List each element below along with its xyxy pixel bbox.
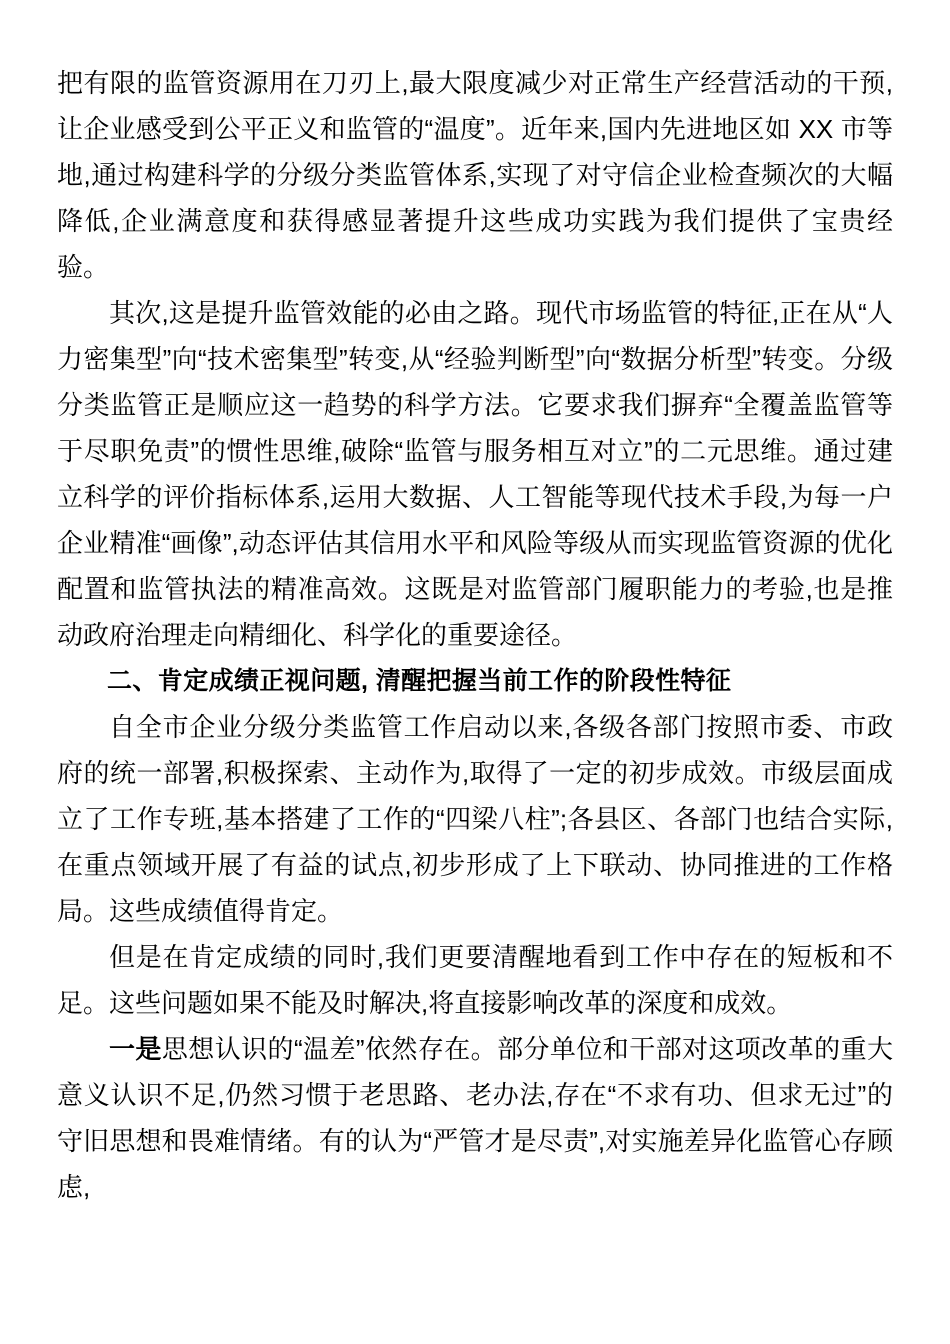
paragraph-second-reason: 其次,这是提升监管效能的必由之路。现代市场监管的特征,正在从“人力密集型”向“技术密集型”转变,从“经验判断型”向“数据分析型”转变。分级分类监管正是顺应这一趋势的科学方法。它要求我们摒弃“全覆盖监管等于尽职免责”的惯性思维,破除“监管与服务相互对立”的二元思维。通过建立科学的评价指标体系,运用大数据、人工智能等现代技术手段,为每一户企业精准“画像”,动态评估其信用水平和风险等级从而实现监管资源的优化配置和监管执法的精准高效。这既是对监管部门履职能力的考验,也是推动政府治理走向精细化、科学化的重要途径。 (57, 298, 893, 650)
paragraph-continued-from-previous-page: 把有限的监管资源用在刀刃上,最大限度减少对正常生产经营活动的干预,让企业感受到公平正义和监管的“温度”。近年来,国内先进地区如 XX 市等地,通过构建科学的分级分类监管体系,实现了对守信企业检查频次的大幅降低,企业满意度和获得感显著提升这些成功实践为我们提供了宝贵经验。 (57, 68, 893, 282)
paragraph-shortcomings-intro: 但是在肯定成绩的同时,我们更要清醒地看到工作中存在的短板和不足。这些问题如果不能及时解决,将直接影响改革的深度和成效。 (57, 942, 893, 1018)
paragraph-progress-summary: 自全市企业分级分类监管工作启动以来,各级各部门按照市委、市政府的统一部署,积极探索、主动作为,取得了一定的初步成效。市级层面成立了工作专班,基本搭建了工作的“四梁八柱”;各县区、各部门也结合实际,在重点领域开展了有益的试点,初步形成了上下联动、协同推进的工作格局。这些成绩值得肯定。 (57, 712, 893, 926)
section-heading-two: 二、肯定成绩正视问题, 清醒把握当前工作的阶段性特征 (107, 667, 732, 695)
paragraph-point-one (57, 1026, 893, 1210)
page-text-column (57, 60, 893, 1210)
point-one-lead-label: 一是 (109, 1034, 162, 1064)
point-one-body-text: 思想认识的“温差”依然存在。部分单位和干部对这项改革的重大意义认识不足,仍然习惯于老思路、老办法,存在“不求有功、但求无过”的守旧思想和畏难情绪。有的认为“严管才是尽责”,对实施差异化监管心存顾虑, (57, 1034, 893, 1202)
